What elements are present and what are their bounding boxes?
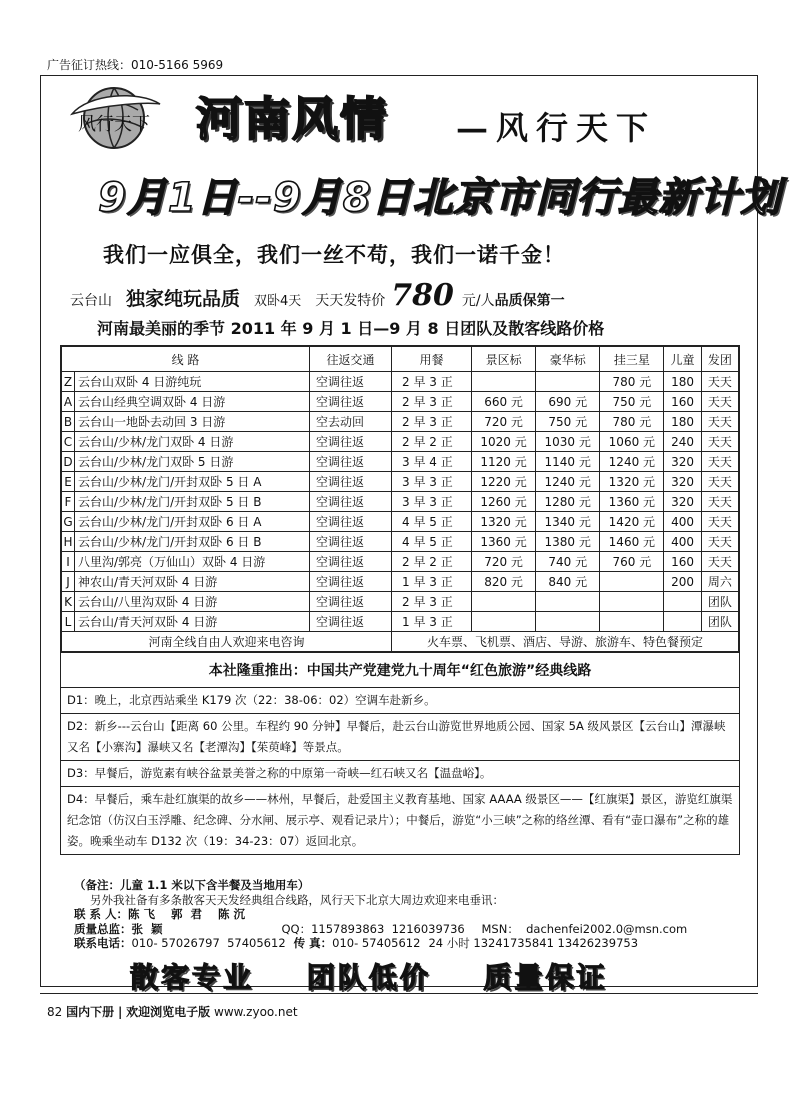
promo-line xyxy=(70,278,565,313)
row-standard-price: 720 元 xyxy=(472,552,536,572)
row-route: 云台山/少林/龙门双卧 4 日游 xyxy=(75,432,310,452)
row-child-price: 240 xyxy=(664,432,701,452)
row-departure: 天天 xyxy=(701,492,738,512)
row-luxury-price xyxy=(536,592,600,612)
promo-price: 780 xyxy=(391,278,454,313)
table-row xyxy=(62,592,739,612)
fax-label: 传 真： xyxy=(293,936,333,950)
row-luxury-price: 1140 元 xyxy=(536,452,600,472)
col-luxury: 豪华标 xyxy=(536,347,600,372)
row-route: 云台山/少林/龙门/开封双卧 5 日 B xyxy=(75,492,310,512)
row-transport: 空调往返 xyxy=(310,392,392,412)
ad-hotline: 广告征订热线：010-5166 5969 xyxy=(47,58,224,72)
row-three-star-price: 1460 元 xyxy=(600,532,664,552)
row-route: 云台山/少林/龙门/开封双卧 6 日 A xyxy=(75,512,310,532)
table-header-row xyxy=(62,347,739,372)
row-transport: 空调往返 xyxy=(310,572,392,592)
logo-text: 风行天下 xyxy=(78,114,150,135)
row-transport: 空调往返 xyxy=(310,472,392,492)
qq-numbers: QQ：1157893863 1216039736 xyxy=(281,921,465,936)
row-luxury-price xyxy=(536,372,600,392)
promo-quality: 品质保第一 xyxy=(494,293,565,309)
globe-logo-icon xyxy=(68,84,164,152)
row-transport: 空调往返 xyxy=(310,492,392,512)
promo-unit: 元/人 xyxy=(461,293,495,309)
col-transport: 往返交通 xyxy=(310,347,392,372)
row-child-price xyxy=(664,612,701,632)
row-luxury-price: 1240 元 xyxy=(536,472,600,492)
row-transport: 空调往返 xyxy=(310,372,392,392)
itinerary-day-3: D3：早餐后，游览素有峡谷盆景美誉之称的中原第一奇峡—红石峡又名【温盘峪】。 xyxy=(61,760,739,786)
row-code: H xyxy=(62,532,75,552)
row-child-price: 180 xyxy=(664,412,701,432)
section-name: 国内下册 xyxy=(66,1005,115,1019)
promo-sleep: 双卧4天 xyxy=(254,294,302,309)
promo-tagline: 独家纯玩品质 xyxy=(126,288,241,310)
note-more: 另外我社备有多条散客天天发经典组合线路，风行天下北京大周边欢迎来电垂讯： xyxy=(90,892,504,907)
row-meal: 4 早 5 正 xyxy=(392,532,472,552)
row-meal: 1 早 3 正 xyxy=(392,572,472,592)
row-child-price: 400 xyxy=(664,512,701,532)
row-code: E xyxy=(62,472,75,492)
row-standard-price xyxy=(472,372,536,392)
row-meal: 2 早 3 正 xyxy=(392,412,472,432)
promo-daily: 天天发特价 xyxy=(315,293,386,309)
qc-label: 质量总监： xyxy=(74,921,132,936)
col-standard: 景区标 xyxy=(472,347,536,372)
row-code: Z xyxy=(62,372,75,392)
qc-name: 张 颖 xyxy=(131,921,163,936)
phone-numbers: 010- 57026797 57405612 xyxy=(131,936,286,950)
footer-text: 欢迎浏览电子版 xyxy=(126,1005,211,1019)
footer-url[interactable]: www.zyoo.net xyxy=(214,1005,298,1019)
season-line: 河南最美丽的季节 2011 年 9 月 1 日—9 月 8 日团队及散客线路价格 xyxy=(97,319,605,338)
row-three-star-price xyxy=(600,612,664,632)
row-route: 云台山一地卧去动回 3 日游 xyxy=(75,412,310,432)
row-child-price: 160 xyxy=(664,552,701,572)
red-tour-heading: 本社隆重推出：中国共产党建党九十周年“红色旅游”经典线路 xyxy=(61,652,739,687)
page-footer xyxy=(47,1003,298,1020)
row-child-price: 320 xyxy=(664,452,701,472)
col-route: 线 路 xyxy=(62,347,310,372)
row-standard-price xyxy=(472,612,536,632)
itinerary xyxy=(61,687,739,854)
itinerary-day-1: D1：晚上，北京西站乘坐 K179 次（22：38-06：02）空调车赴新乡。 xyxy=(61,687,739,713)
row-transport: 空调往返 xyxy=(310,432,392,452)
contact-names: 陈 飞 郭 君 陈 沉 xyxy=(128,907,246,921)
row-code: G xyxy=(62,512,75,532)
row-three-star-price: 780 元 xyxy=(600,372,664,392)
row-standard-price: 1260 元 xyxy=(472,492,536,512)
row-three-star-price xyxy=(600,572,664,592)
row-departure: 天天 xyxy=(701,552,738,572)
table-row xyxy=(62,572,739,592)
itinerary-day-2: D2：新乡---云台山【距离 60 公里。车程约 90 分钟】早餐后，赴云台山游览世界地质公园、国家 5A 级风景区【云台山】潭瀑峡又名【小寨沟】瀑峡又名【老潭沟】【茱萸峰】等景点。 xyxy=(61,713,739,760)
hotline-numbers: 24 小时 13241735841 13426239753 xyxy=(428,936,639,950)
row-three-star-price: 780 元 xyxy=(600,412,664,432)
row-departure: 团队 xyxy=(701,592,738,612)
row-code: L xyxy=(62,612,75,632)
row-meal: 2 早 2 正 xyxy=(392,552,472,572)
row-child-price: 160 xyxy=(664,392,701,412)
table-row xyxy=(62,472,739,492)
row-code: I xyxy=(62,552,75,572)
table-row xyxy=(62,612,739,632)
row-route: 云台山/八里沟双卧 4 日游 xyxy=(75,592,310,612)
row-standard-price: 820 元 xyxy=(472,572,536,592)
row-route: 云台山经典空调双卧 4 日游 xyxy=(75,392,310,412)
row-luxury-price: 740 元 xyxy=(536,552,600,572)
qc-row xyxy=(74,922,687,937)
row-transport: 空调往返 xyxy=(310,612,392,632)
row-three-star-price xyxy=(600,592,664,612)
row-route: 云台山/少林/龙门双卧 5 日游 xyxy=(75,452,310,472)
col-three-star: 挂三星 xyxy=(600,347,664,372)
price-table xyxy=(61,346,739,652)
row-departure: 天天 xyxy=(701,372,738,392)
row-luxury-price: 840 元 xyxy=(536,572,600,592)
row-luxury-price xyxy=(536,612,600,632)
row-departure: 团队 xyxy=(701,612,738,632)
row-child-price xyxy=(664,592,701,612)
contact-label: 联 系 人： xyxy=(74,907,129,921)
row-luxury-price: 1030 元 xyxy=(536,432,600,452)
row-child-price: 320 xyxy=(664,472,701,492)
row-meal: 4 早 5 正 xyxy=(392,512,472,532)
row-luxury-price: 1380 元 xyxy=(536,532,600,552)
row-code: F xyxy=(62,492,75,512)
row-departure: 天天 xyxy=(701,532,738,552)
col-meal: 用餐 xyxy=(392,347,472,372)
row-luxury-price: 750 元 xyxy=(536,412,600,432)
table-row xyxy=(62,552,739,572)
table-row xyxy=(62,532,739,552)
table-row xyxy=(62,392,739,412)
row-route: 云台山/少林/龙门/开封双卧 5 日 A xyxy=(75,472,310,492)
row-transport: 空调往返 xyxy=(310,552,392,572)
row-standard-price xyxy=(472,592,536,612)
row-departure: 天天 xyxy=(701,452,738,472)
row-standard-price: 720 元 xyxy=(472,412,536,432)
row-transport: 空调往返 xyxy=(310,532,392,552)
row-three-star-price: 1240 元 xyxy=(600,452,664,472)
table-row xyxy=(62,432,739,452)
table-row xyxy=(62,492,739,512)
row-child-price: 400 xyxy=(664,532,701,552)
row-luxury-price: 1280 元 xyxy=(536,492,600,512)
msn-address: MSN： dachenfei2002.0@msn.com xyxy=(481,921,688,936)
row-standard-price: 1120 元 xyxy=(472,452,536,472)
page-title: 河南风情 xyxy=(196,92,388,146)
row-three-star-price: 760 元 xyxy=(600,552,664,572)
row-transport: 空调往返 xyxy=(310,512,392,532)
row-transport: 空调往返 xyxy=(310,452,392,472)
row-transport: 空调往返 xyxy=(310,592,392,612)
row-code: A xyxy=(62,392,75,412)
footer-right: 火车票、飞机票、酒店、导游、旅游车、特色餐预定 xyxy=(392,632,739,652)
row-three-star-price: 1320 元 xyxy=(600,472,664,492)
row-route: 神农山/青天河双卧 4 日游 xyxy=(75,572,310,592)
row-standard-price: 1360 元 xyxy=(472,532,536,552)
row-transport: 空去动回 xyxy=(310,412,392,432)
plan-title: 9月1日--9月8日北京市同行最新计划 xyxy=(98,175,782,221)
price-table-wrapper xyxy=(60,345,740,855)
row-code: B xyxy=(62,412,75,432)
notes xyxy=(74,878,687,951)
row-meal: 2 早 3 正 xyxy=(392,372,472,392)
row-child-price: 200 xyxy=(664,572,701,592)
row-departure: 周六 xyxy=(701,572,738,592)
fax-number: 010- 57405612 xyxy=(332,936,421,950)
row-departure: 天天 xyxy=(701,432,738,452)
row-meal: 3 早 4 正 xyxy=(392,452,472,472)
row-meal: 2 早 3 正 xyxy=(392,592,472,612)
row-departure: 天天 xyxy=(701,412,738,432)
row-child-price: 180 xyxy=(664,372,701,392)
row-departure: 天天 xyxy=(701,392,738,412)
table-row xyxy=(62,412,739,432)
row-standard-price: 1320 元 xyxy=(472,512,536,532)
row-route: 八里沟/郭亮（万仙山）双卧 4 日游 xyxy=(75,552,310,572)
row-route: 云台山双卧 4 日游纯玩 xyxy=(75,372,310,392)
row-meal: 3 早 3 正 xyxy=(392,492,472,512)
page-number: 82 xyxy=(47,1005,63,1019)
phone-row xyxy=(74,936,687,951)
banner-item: 质量保证 xyxy=(483,961,608,994)
row-standard-price: 660 元 xyxy=(472,392,536,412)
col-departure: 发团 xyxy=(701,347,738,372)
contact-row xyxy=(74,907,687,922)
row-three-star-price: 1420 元 xyxy=(600,512,664,532)
footer-separator: | xyxy=(117,1005,123,1019)
bottom-rule xyxy=(40,993,758,994)
bottom-banner xyxy=(130,956,648,996)
phone-label: 联系电话： xyxy=(74,936,132,950)
page-subtitle: —风行天下 xyxy=(456,109,657,147)
row-three-star-price: 1360 元 xyxy=(600,492,664,512)
row-child-price: 320 xyxy=(664,492,701,512)
banner-item: 散客专业 xyxy=(130,961,255,994)
row-meal: 2 早 2 正 xyxy=(392,432,472,452)
table-footer-row xyxy=(62,632,739,652)
table-row xyxy=(62,372,739,392)
row-luxury-price: 1340 元 xyxy=(536,512,600,532)
row-route: 云台山/少林/龙门/开封双卧 6 日 B xyxy=(75,532,310,552)
row-code: C xyxy=(62,432,75,452)
row-code: J xyxy=(62,572,75,592)
col-child: 儿童 xyxy=(664,347,701,372)
row-three-star-price: 750 元 xyxy=(600,392,664,412)
row-code: K xyxy=(62,592,75,612)
itinerary-day-4: D4：早餐后，乘车赴红旗渠的故乡——林州，早餐后，赴爱国主义教育基地、国家 AAAA 级景区——【红旗渠】景区，游览红旗渠纪念馆（仿汉白玉浮雕、纪念碑、分水闸、展示亭、观看记录片）；中餐后，游览“小三峡”之称的络丝潭、看有“壶口瀑布”之称的雄姿。晚乘坐动车 D132 次（19：34-23：07）返回北京。 xyxy=(61,786,739,854)
slogan: 我们一应俱全，我们一丝不苟，我们一诺千金！ xyxy=(103,243,565,267)
row-three-star-price: 1060 元 xyxy=(600,432,664,452)
promo-place: 云台山 xyxy=(70,293,112,309)
row-departure: 天天 xyxy=(701,512,738,532)
row-standard-price: 1220 元 xyxy=(472,472,536,492)
row-departure: 天天 xyxy=(701,472,738,492)
row-meal: 2 早 3 正 xyxy=(392,392,472,412)
row-meal: 1 早 3 正 xyxy=(392,612,472,632)
footer-left: 河南全线自由人欢迎来电咨询 xyxy=(62,632,392,652)
table-row xyxy=(62,512,739,532)
row-route: 云台山/青天河双卧 4 日游 xyxy=(75,612,310,632)
row-luxury-price: 690 元 xyxy=(536,392,600,412)
row-standard-price: 1020 元 xyxy=(472,432,536,452)
row-meal: 3 早 3 正 xyxy=(392,472,472,492)
note-remark: （备注：儿童 1.1 米以下含半餐及当地用车） xyxy=(74,878,310,892)
banner-item: 团队低价 xyxy=(306,961,431,994)
table-row xyxy=(62,452,739,472)
row-code: D xyxy=(62,452,75,472)
